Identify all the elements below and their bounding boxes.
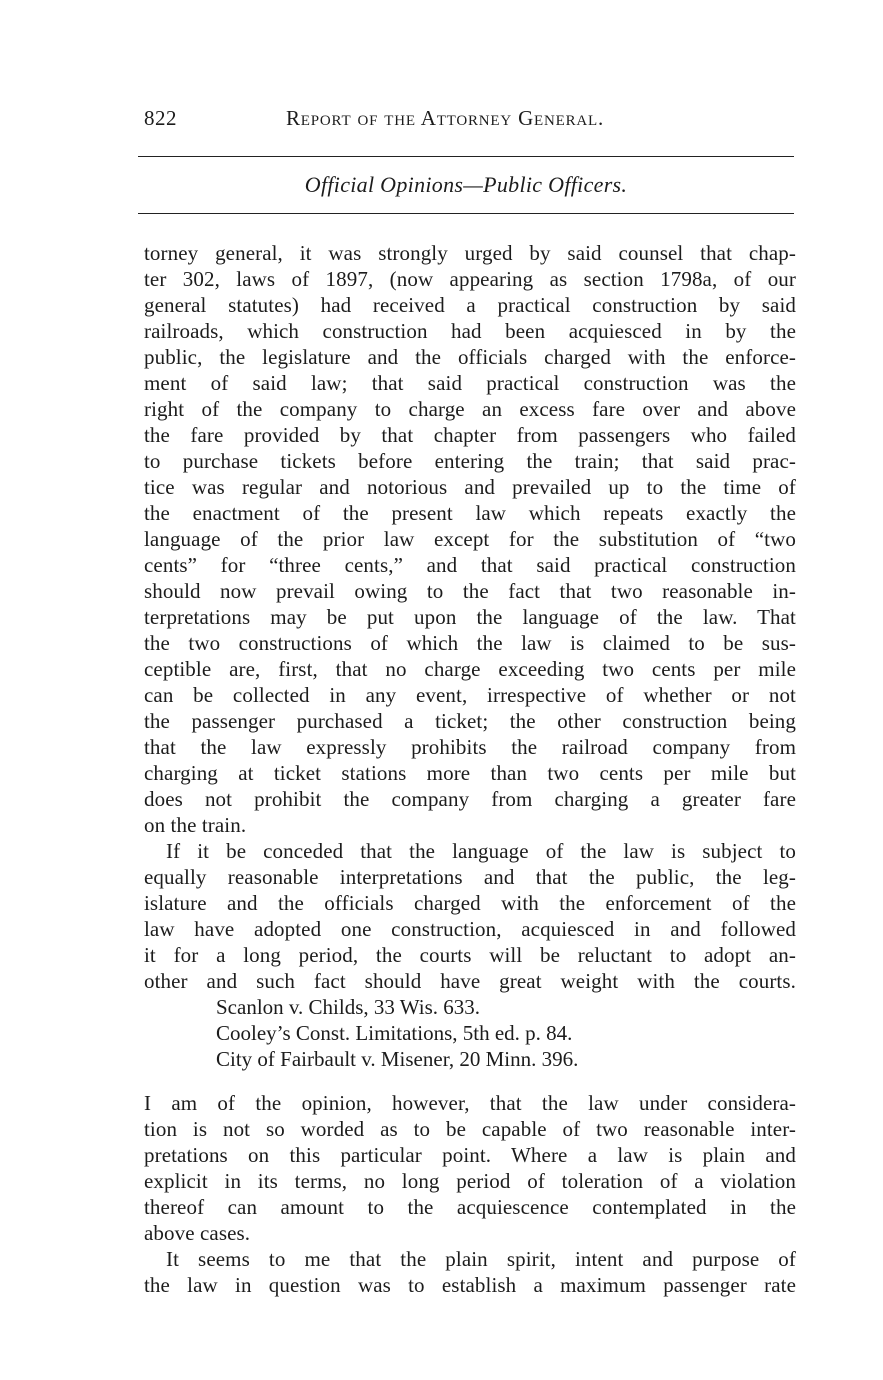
text-line: cents” for “three cents,” and that said practical construction xyxy=(144,553,796,577)
section-subhead: Official Opinions—Public Officers. xyxy=(304,172,628,197)
paragraph xyxy=(144,838,796,994)
text-line: pretations on this particular point. Where a law is plain and xyxy=(144,1143,796,1167)
text-line: to purchase tickets before entering the train; that said prac- xyxy=(144,449,796,473)
header-rule-top xyxy=(138,156,794,157)
paragraph xyxy=(144,1246,796,1298)
text-line: equally reasonable interpretations and that the public, the leg- xyxy=(144,865,796,889)
text-line: law have adopted one construction, acquiesced in and followed xyxy=(144,917,796,941)
text-line: torney general, it was strongly urged by said counsel that chap- xyxy=(144,241,796,265)
text-line: thereof can amount to the acquiescence contemplated in the xyxy=(144,1195,796,1219)
text-line: on the train. xyxy=(144,813,247,837)
citation: City of Fairbault v. Misener, 20 Minn. 396. xyxy=(216,1047,579,1071)
text-line: can be collected in any event, irrespective of whether or not xyxy=(144,683,796,707)
text-line: language of the prior law except for the substitution of “two xyxy=(144,527,796,551)
text-line: the law in question was to establish a maximum passenger rate xyxy=(144,1273,796,1297)
text-line: It seems to me that the plain spirit, intent and purpose of xyxy=(166,1247,796,1271)
text-line: public, the legislature and the officials charged with the enforce- xyxy=(144,345,796,369)
text-line: railroads, which construction had been acquiesced in by the xyxy=(144,319,796,343)
text-line: right of the company to charge an excess fare over and above xyxy=(144,397,796,421)
text-line: the two constructions of which the law is claimed to be sus- xyxy=(144,631,796,655)
paragraph xyxy=(144,240,796,838)
citation: Cooley’s Const. Limitations, 5th ed. p. 84. xyxy=(216,1021,573,1045)
text-line: above cases. xyxy=(144,1221,251,1245)
text-line: tice was regular and notorious and prevailed up to the time of xyxy=(144,475,796,499)
text-line: that the law expressly prohibits the railroad company from xyxy=(144,735,796,759)
text-line: tion is not so worded as to be capable of two reasonable inter- xyxy=(144,1117,796,1141)
text-line: ter 302, laws of 1897, (now appearing as section 1798a, of our xyxy=(144,267,796,291)
text-line: islature and the officials charged with the enforcement of the xyxy=(144,891,796,915)
text-line: ceptible are, first, that no charge exceeding two cents per mile xyxy=(144,657,796,681)
header-rule-bottom xyxy=(138,213,794,214)
text-line: If it be conceded that the language of the law is subject to xyxy=(166,839,796,863)
text-line: the passenger purchased a ticket; the other construction being xyxy=(144,709,796,733)
text-line: charging at ticket stations more than two cents per mile but xyxy=(144,761,796,785)
text-line: ment of said law; that said practical construction was the xyxy=(144,371,796,395)
page-header xyxy=(144,106,794,136)
text-line: should now prevail owing to the fact that two reasonable in- xyxy=(144,579,796,603)
text-line: general statutes) had received a practical construction by said xyxy=(144,293,796,317)
text-line: does not prohibit the company from charging a greater fare xyxy=(144,787,796,811)
text-line: explicit in its terms, no long period of toleration of a violation xyxy=(144,1169,796,1193)
text-line: the fare provided by that chapter from passengers who failed xyxy=(144,423,796,447)
citation-list xyxy=(144,994,796,1072)
page-number: 822 xyxy=(144,106,177,130)
text-line: the enactment of the present law which repeats exactly the xyxy=(144,501,796,525)
text-line: it for a long period, the courts will be reluctant to adopt an- xyxy=(144,943,796,967)
paragraph-gap xyxy=(144,1072,796,1090)
paragraph xyxy=(144,1090,796,1246)
running-head: Report of the Attorney General. xyxy=(286,106,605,130)
text-line: terpretations may be put upon the language of the law. That xyxy=(144,605,796,629)
text-line: other and such fact should have great weight with the courts. xyxy=(144,969,796,993)
citation: Scanlon v. Childs, 33 Wis. 633. xyxy=(216,995,480,1019)
body-text xyxy=(144,240,796,1298)
text-line: I am of the opinion, however, that the law under considera- xyxy=(144,1091,796,1115)
